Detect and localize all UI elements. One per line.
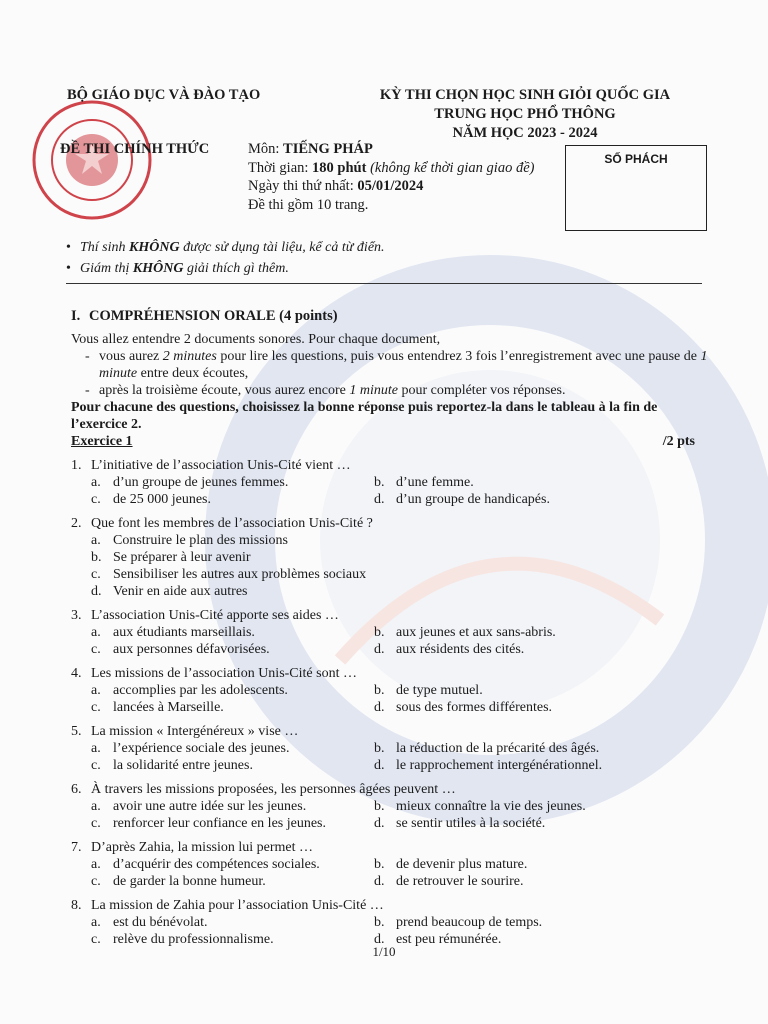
answer-option: d. sous des formes différentes. (374, 700, 553, 715)
question-item (71, 665, 711, 716)
question-stem: L’association Unis-Cité apporte ses aides … (91, 608, 339, 623)
exam-title-line-1: KỲ THI CHỌN HỌC SINH GIỎI QUỐC GIA (379, 87, 671, 103)
ministry-name: BỘ GIÁO DỤC VÀ ĐÀO TẠO (67, 87, 261, 103)
question-item (71, 457, 711, 508)
answer-option: a. accomplies par les adolescents. (91, 683, 288, 698)
question-stem: À travers les missions proposées, les personnes âgées peuvent … (91, 782, 456, 797)
question-number: 8. (71, 898, 82, 913)
rule-item: • Giám thị KHÔNG giải thích gì thêm. (66, 258, 385, 279)
question-number: 7. (71, 840, 82, 855)
question-stem: Les missions de l’association Unis-Cité sont … (91, 666, 357, 681)
answer-option: b. d’une femme. (374, 475, 474, 490)
answer-option: d. le rapprochement intergénérationnel. (374, 758, 603, 773)
question-number: 5. (71, 724, 82, 739)
instruction-bullet: - vous aurez 2 minutes pour lire les questions, puis vous entendrez 3 fois l’enregistrement avec une pause de 1 minute entre deux écoutes, (71, 348, 711, 382)
question-stem: L’initiative de l’association Unis-Cité vient … (91, 458, 351, 473)
so-phach-box (565, 145, 707, 231)
exam-title-line-2: TRUNG HỌC PHỔ THÔNG (434, 106, 616, 122)
answer-option: a. d’acquérir des compétences sociales. (91, 857, 320, 872)
answer-option: b. de devenir plus mature. (374, 857, 528, 872)
question-stem: La mission « Intergénéreux » vise … (91, 724, 299, 739)
question-item (71, 723, 711, 774)
exercise-header (71, 433, 711, 450)
answer-option: a. Construire le plan des missions (91, 533, 288, 548)
question-item (71, 839, 711, 890)
time-label: Thời gian: (248, 159, 313, 176)
answer-option: d. Venir en aide aux autres (91, 584, 248, 599)
subject-value: TIẾNG PHÁP (283, 141, 373, 157)
answer-option: b. aux jeunes et aux sans-abris. (374, 625, 556, 640)
answer-option: c. lancées à Marseille. (91, 700, 224, 715)
time-value: 180 phút (312, 159, 367, 176)
question-item (71, 515, 711, 600)
answer-option: c. de garder la bonne humeur. (91, 874, 266, 889)
divider (66, 283, 702, 284)
answer-option: c. la solidarité entre jeunes. (91, 758, 253, 773)
question-number: 2. (71, 516, 82, 531)
answer-option: d. d’un groupe de handicapés. (374, 492, 550, 507)
page-count: Đề thi gồm 10 trang. (248, 196, 369, 213)
section-title: I. COMPRÉHENSION ORALE (4 points) (71, 308, 338, 324)
answer-option: b. prend beaucoup de temps. (374, 915, 543, 930)
answer-option: c. renforcer leur confiance en les jeunes. (91, 816, 326, 831)
answer-option: a. aux étudiants marseillais. (91, 625, 255, 640)
question-number: 3. (71, 608, 82, 623)
exam-title-line-3: NĂM HỌC 2023 - 2024 (452, 125, 598, 141)
answer-option: a. l’expérience sociale des jeunes. (91, 741, 290, 756)
answer-option: d. aux résidents des cités. (374, 642, 525, 657)
date-value: 05/01/2024 (357, 178, 424, 194)
answer-option: c. relève du professionnalisme. (91, 932, 274, 947)
answer-option: d. se sentir utiles à la société. (374, 816, 546, 831)
answer-option: c. aux personnes défavorisées. (91, 642, 270, 657)
answer-option: b. Se préparer à leur avenir (91, 550, 251, 565)
answer-option: d. de retrouver le sourire. (374, 874, 524, 889)
question-stem: Que font les membres de l’association Unis-Cité ? (91, 516, 373, 531)
exam-info (248, 140, 534, 214)
answer-option: a. avoir une autre idée sur les jeunes. (91, 799, 307, 814)
answer-option: c. Sensibiliser les autres aux problèmes sociaux (91, 567, 367, 582)
page-number: 1/10 (372, 944, 396, 959)
question-number: 4. (71, 666, 82, 681)
answer-option: a. est du bénévolat. (91, 915, 208, 930)
answer-instruction: Pour chacune des questions, choisissez la bonne réponse puis reportez-la dans le tableau à la fin de l’exercice 2. (71, 400, 658, 432)
date-label: Ngày thi thứ nhất: (248, 178, 358, 194)
question-stem: D’après Zahia, la mission lui permet … (91, 840, 313, 855)
question-stem: La mission de Zahia pour l’association Unis-Cité … (91, 898, 384, 913)
official-stamp-seal (30, 98, 154, 222)
subject-label: Môn: (248, 141, 284, 157)
question-number: 6. (71, 782, 82, 797)
exam-rules (66, 237, 385, 279)
instruction-bullet: - après la troisième écoute, vous aurez encore 1 minute pour compléter vos réponses. (71, 382, 711, 399)
question-list (71, 457, 711, 948)
section-intro: Vous allez entendre 2 documents sonores. Pour chaque document, (71, 332, 441, 347)
answer-option: b. de type mutuel. (374, 683, 483, 698)
time-note: (không kể thời gian giao đề) (366, 159, 535, 176)
answer-option: d. est peu rémunérée. (374, 932, 502, 947)
exam-title-block (355, 86, 695, 143)
section-content (71, 308, 711, 948)
question-item (71, 781, 711, 832)
answer-option: b. mieux connaître la vie des jeunes. (374, 799, 586, 814)
exercise-title: Exercice 1 (71, 434, 133, 449)
exercise-points: /2 pts (662, 434, 695, 449)
question-item (71, 897, 711, 948)
so-phach-label: SỐ PHÁCH (604, 152, 668, 166)
question-item (71, 607, 711, 658)
rule-item: • Thí sinh KHÔNG được sử dụng tài liệu, kể cả từ điển. (66, 237, 385, 258)
answer-option: c. de 25 000 jeunes. (91, 492, 211, 507)
answer-option: b. la réduction de la précarité des âgés. (374, 741, 600, 756)
answer-option: a. d’un groupe de jeunes femmes. (91, 475, 289, 490)
question-number: 1. (71, 458, 82, 473)
official-exam-label: ĐỀ THI CHÍNH THỨC (60, 141, 210, 157)
